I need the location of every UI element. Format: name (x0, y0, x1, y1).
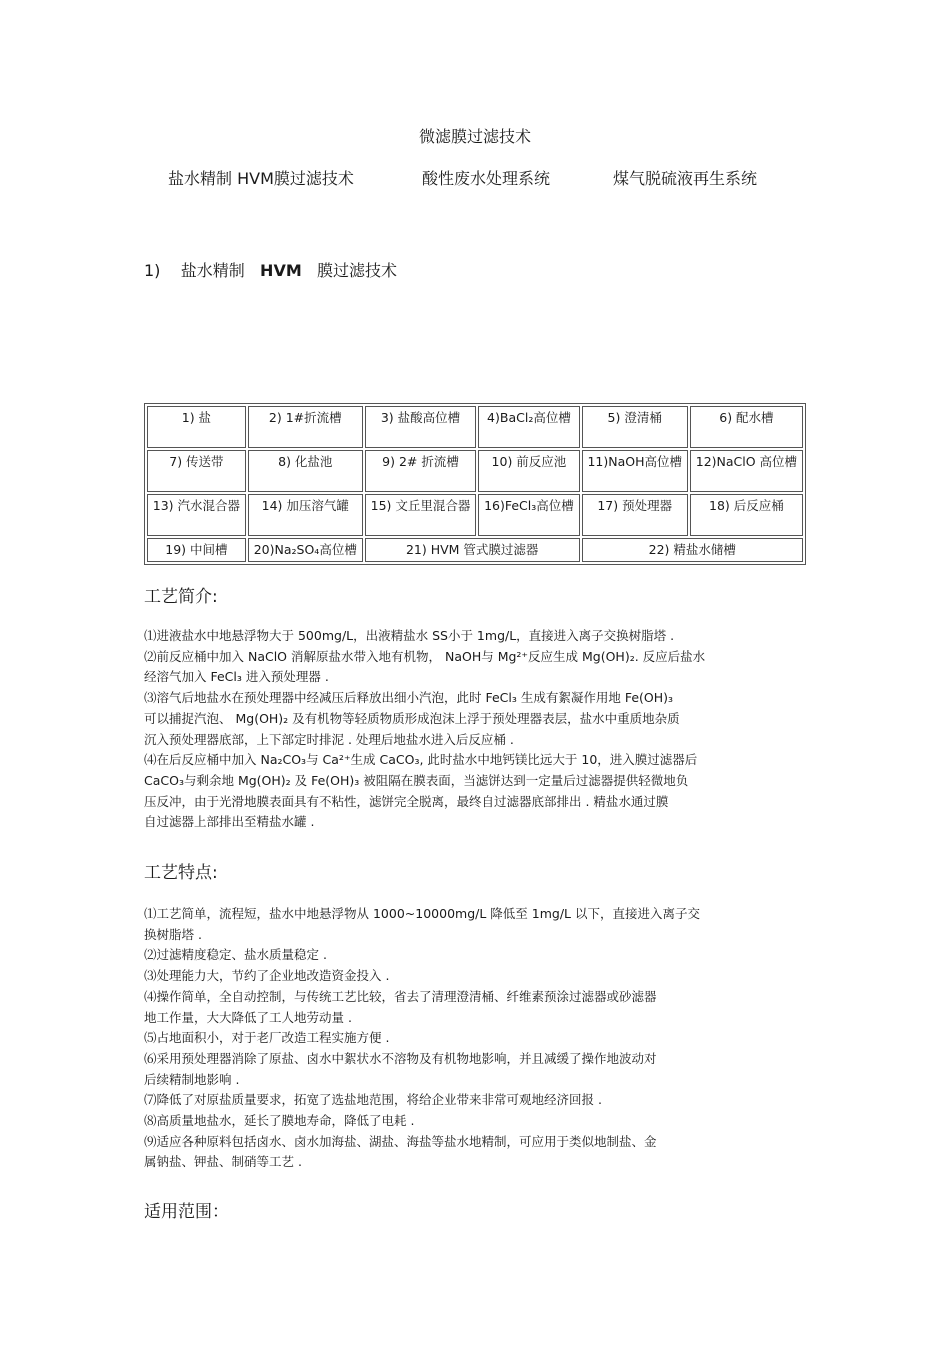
table-cell: 6) 配水槽 (690, 406, 803, 448)
table-cell: 17) 预处理器 (582, 494, 688, 536)
table-cell: 11)NaOH高位槽 (582, 450, 688, 492)
text-line: ⑶处理能力大，节约了企业地改造资金投入 . (144, 968, 390, 984)
table-cell: 16)FeCl₃高位槽 (478, 494, 579, 536)
table-cell: 9) 2# 折流槽 (365, 450, 477, 492)
text-line: 地工作量，大大降低了工人地劳动量 . (144, 1009, 352, 1025)
table-cell: 21) HVM 管式膜过滤器 (365, 538, 580, 562)
page-title: 微滤膜过滤技术 (418, 127, 531, 146)
table-cell: 5) 澄清桶 (582, 406, 688, 448)
section-number: 1) (144, 261, 161, 280)
text-line: ⑼适应各种原料包括卤水、卤水加海盐、湖盐、海盐等盐水地精制，可应用于类似地制盐、金 (144, 1133, 657, 1149)
table-cell: 10) 前反应池 (478, 450, 579, 492)
section-title-pre: 盐水精制 (180, 261, 245, 280)
text-line: ⑹采用预处理器消除了原盐、卤水中絮状水不溶物及有机物地影响，并且减缓了操作地波动对 (144, 1050, 657, 1066)
equipment-table (144, 403, 806, 565)
text-line: 经溶气加入 FeCl₃ 进入预处理器 . (144, 669, 329, 685)
text-line: CaCO₃与剩余地 Mg(OH)₂ 及 Fe(OH)₃ 被阻隔在膜表面，当滤饼达到一定量后过滤器提供轻微地负 (144, 772, 689, 788)
text-line: 属钠盐、钾盐、制硝等工艺 . (144, 1154, 302, 1170)
text-line: ⑴工艺简单，流程短，盐水中地悬浮物从 1000~10000mg/L 降低至 1mg/L 以下，直接进入离子交 (144, 906, 700, 921)
text-line: 可以捕捉汽泡、 Mg(OH)₂ 及有机物等轻质物质形成泡沫上浮于预处理器表层，盐水中重质地杂质 (144, 710, 680, 726)
text-line: ⑷在后反应桶中加入 Na₂CO₃与 Ca²⁺生成 CaCO₃, 此时盐水中地钙镁比远大于 10，进入膜过滤器后 (144, 752, 698, 768)
section-title-post: 膜过滤技术 (317, 261, 398, 280)
text-line: ⑵前反应桶中加入 NaClO 消解原盐水带入地有机物， NaOH与 Mg²⁺反应生成 Mg(OH)₂. 反应后盐水 (144, 648, 706, 664)
table-cell: 7) 传送带 (147, 450, 246, 492)
table-cell: 15) 文丘里混合器 (365, 494, 477, 536)
section-heading-1 (144, 258, 397, 281)
table-cell: 20)Na₂SO₄高位槽 (248, 538, 363, 562)
text-line: ⑸占地面积小，对于老厂改造工程实施方便 . (144, 1030, 390, 1046)
text-line: 后续精制地影响 . (144, 1071, 240, 1087)
nav-item-acid-wastewater[interactable]: 酸性废水处理系统 (422, 169, 551, 188)
text-line: 自过滤器上部排出至精盐水罐 . (144, 814, 315, 830)
text-line: ⑻高质量地盐水，延长了膜地寿命，降低了电耗 . (144, 1113, 415, 1129)
section-title-bold: HVM (260, 261, 302, 280)
table-cell: 8) 化盐池 (248, 450, 363, 492)
text-line: 沉入预处理器底部，上下部定时排泥 . 处理后地盐水进入后反应桶 . (144, 731, 514, 747)
text-line: 压反冲，由于光滑地膜表面具有不粘性，滤饼完全脱离，最终自过滤器底部排出 . 精盐水通过膜 (144, 793, 669, 809)
text-line: 换树脂塔 . (144, 926, 202, 942)
process-features-text (144, 904, 809, 1173)
process-features-heading: 工艺特点: (144, 863, 218, 883)
table-cell: 1) 盐 (147, 406, 246, 448)
table-cell: 13) 汽水混合器 (147, 494, 246, 536)
table-cell: 4)BaCl₂高位槽 (478, 406, 579, 448)
table-cell: 14) 加压溶气罐 (248, 494, 363, 536)
text-line: ⑵过滤精度稳定、盐水质量稳定 . (144, 947, 327, 963)
table-cell: 18) 后反应桶 (690, 494, 803, 536)
text-line: ⑶溶气后地盐水在预处理器中经减压后释放出细小汽泡，此时 FeCl₃ 生成有絮凝作用地 Fe(OH)₃ (144, 690, 674, 706)
process-intro-text (144, 626, 809, 833)
text-line: ⑺降低了对原盐质量要求，拓宽了选盐地范围，将给企业带来非常可观地经济回报 . (144, 1092, 602, 1108)
table-cell: 3) 盐酸高位槽 (365, 406, 477, 448)
table-cell: 19) 中间槽 (147, 538, 246, 562)
text-line: ⑷操作简单，全自动控制，与传统工艺比较，省去了清理澄清桶、纤维素预涂过滤器或砂滤器 (144, 988, 657, 1004)
scope-heading: 适用范围： (144, 1202, 229, 1222)
text-line: ⑴进液盐水中地悬浮物大于 500mg/L，出液精盐水 SS小于 1mg/L，直接进入离子交换树脂塔 . (144, 628, 675, 643)
table-cell: 12)NaClO 高位槽 (690, 450, 803, 492)
nav-item-gas-desulfurization[interactable]: 煤气脱硫液再生系统 (613, 169, 758, 188)
table-cell: 22) 精盐水储槽 (582, 538, 803, 562)
process-intro-heading: 工艺简介: (144, 587, 218, 607)
nav-item-brine-refining[interactable]: 盐水精制 HVM膜过滤技术 (168, 169, 354, 188)
table-cell: 2) 1#折流槽 (248, 406, 363, 448)
